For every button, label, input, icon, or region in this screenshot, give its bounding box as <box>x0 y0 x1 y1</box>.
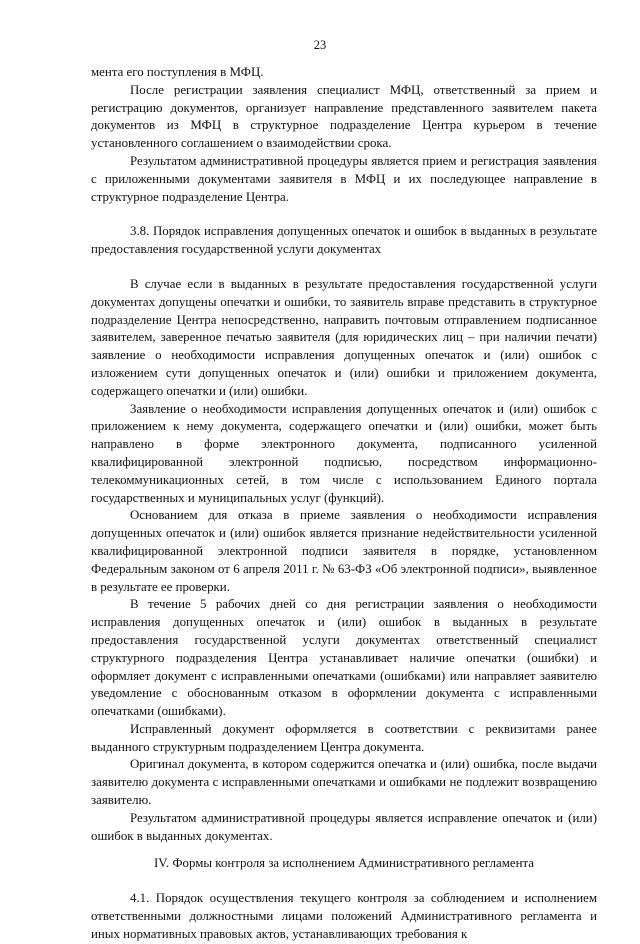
paragraph-continuation: мента его поступления в МФЦ. <box>91 65 264 79</box>
section-heading-3-8: 3.8. Порядок исправления допущенных опечаток и ошибок в выданных в результате предоставления государственной услуги документах <box>91 224 597 257</box>
paragraph-4-1: 4.1. Порядок осуществления текущего контроля за соблюдением и исполнением ответственными должностными лицами положений Административного регламента и иных нормативных правовых актов, устанавливающих требования к <box>91 891 597 941</box>
paragraph-procedure-result: Результатом административной процедуры является исправление опечаток и (или) ошибок в выданных документах. <box>91 810 597 843</box>
document-body <box>91 64 597 944</box>
page-number: 23 <box>313 38 327 52</box>
section-heading-iv: IV. Формы контроля за исполнением Административного регламента <box>153 856 535 871</box>
paragraph-mfc-registration: После регистрации заявления специалист МФЦ, ответственный за прием и регистрацию документов, организует направление представленного заявителем пакета документов из МФЦ в структурное подразделение Центра курьером в течение установленного соглашением о взаимодействии срока. <box>91 82 597 151</box>
paragraph-five-days: В течение 5 рабочих дней со дня регистрации заявления о необходимости исправления допущенных опечаток и (или) ошибок в выданных в результате предоставления государственной услуги документах ответственный специалист структурного подразделения Центра устанавливает наличие опечатки (ошибки) и оформляет документ с исправленными опечатками (ошибками) или направляет заявителю уведомление с обоснованным отказом в оформлении документа с исправленными опечатками (ошибками). <box>91 597 597 719</box>
paragraph-refusal-grounds: Основанием для отказа в приеме заявления о необходимости исправления допущенных опечаток и (или) ошибок является признание недействительности усиленной квалифицированной электронной подписи заявителя в порядке, установленном Федеральным законом от 6 апреля 2011 г. № 63-ФЗ «Об электронной подписи», выявленное в результате ее проверки. <box>91 508 597 594</box>
paragraph-original-document: Оригинал документа, в котором содержится опечатка и (или) ошибка, после выдачи заявителю документа с исправленными опечатками и ошибками не подлежит возвращению заявителю. <box>91 757 597 808</box>
paragraph-electronic-submission: Заявление о необходимости исправления допущенных опечаток и (или) ошибок с приложением к нему документа, содержащего опечатки и (или) ошибки, может быть направлено в форме электронного документа, подписанного усиленной квалифицированной электронной подписью, посредством информационно-телекоммуникационных сетей, в том числе с использованием Единого портала государственных и муниципальных услуг (функций). <box>91 401 597 505</box>
paragraph-corrected-document: Исправленный документ оформляется в соответствии с реквизитами ранее выданного структурным подразделением Центра документа. <box>91 721 597 754</box>
paragraph-typo-submission: В случае если в выданных в результате предоставления государственной услуги документах допущены опечатки и ошибки, то заявитель вправе представить в структурное подразделение Центра непосредственно, направить почтовым отправлением подписанное заявителем, заверенное печатью заявителя (для юридических лиц – при наличии печати) заявление о необходимости исправления допущенных опечаток и (или) ошибок с изложением сути допущенных опечаток и (или) ошибки и приложением документа, содержащего опечатки и (или) ошибки. <box>91 276 597 398</box>
paragraph-mfc-result: Результатом административной процедуры является прием и регистрация заявления с приложенными документами заявителя в МФЦ и их последующее направление в структурное подразделение Центра. <box>91 153 597 204</box>
